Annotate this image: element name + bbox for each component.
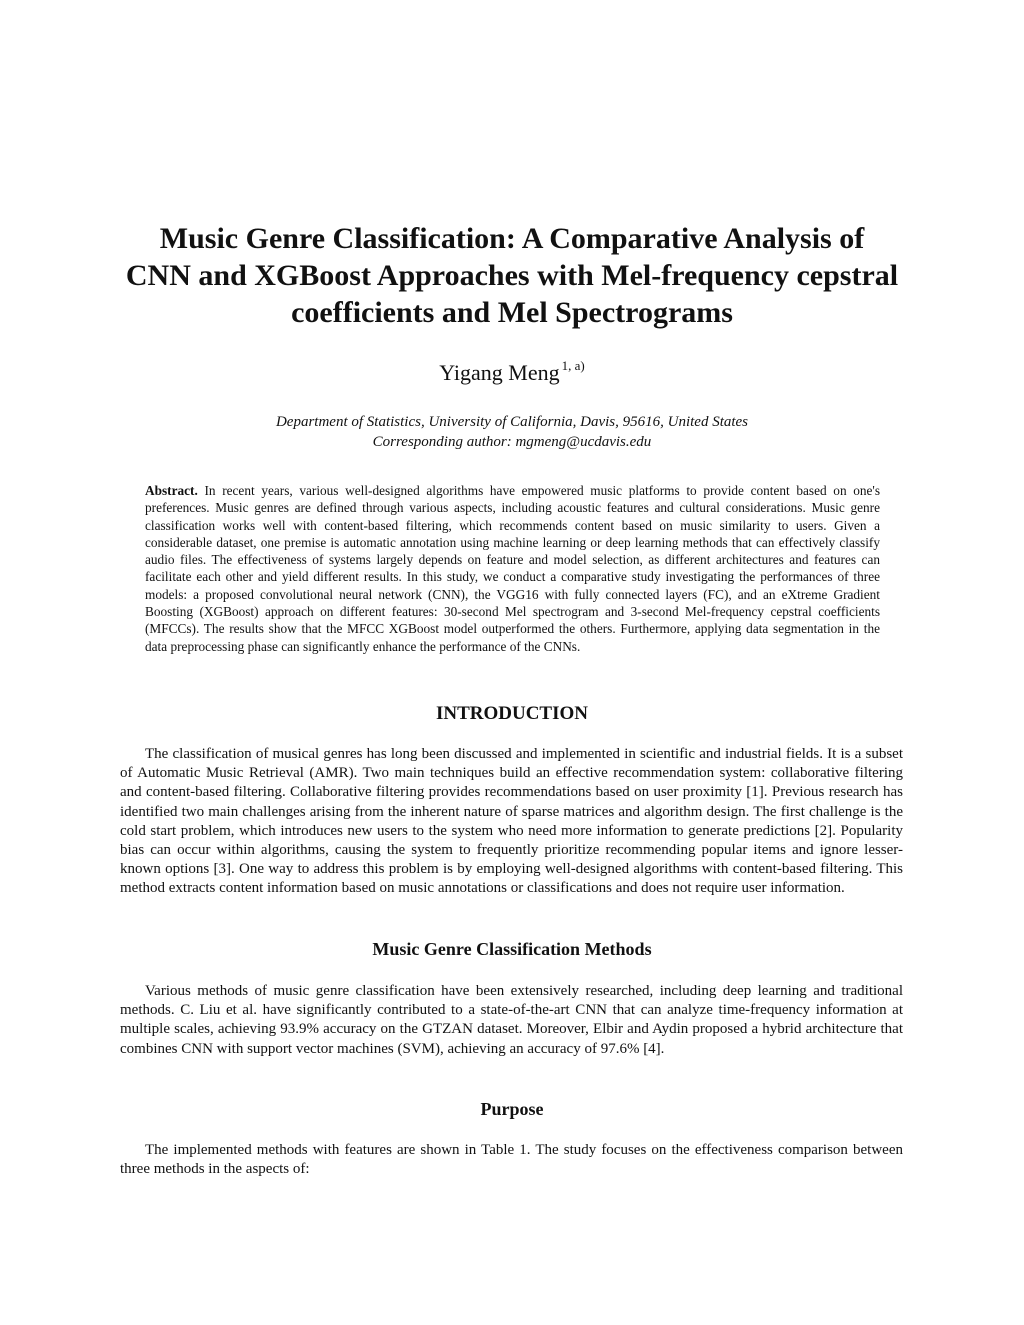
title-line: CNN and XGBoost Approaches with Mel-frequency cepstral	[125, 259, 899, 292]
abstract-text: In recent years, various well-designed algorithms have empowered music platforms to provide content based on one's preferences. Music genres are defined through various aspects, including acoustic features and cultural considerations. Music genre classification works well with content-based filtering, which recommends content based on music similarity to users. Given a considerable dataset, one premise is automatic annotation using machine learning or deep learning methods that can effectively classify audio files. The effectiveness of systems largely depends on feature and model selection, as different architectures and features can facilitate each other and yield different results. In this study, we conduct a comparative study investigating the performances of three models: a proposed convolutional neural network (CNN), the VGG16 with fully connected layers (FC), and an eXtreme Gradient Boosting (XGBoost) approach on different features: 30-second Mel spectrogram and 3-second Mel-frequency cepstral coefficients (MFCCs). The results show that the MFCC XGBoost model outperformed the others. Furthermore, applying data segmentation in the data preprocessing phase can significantly enhance the performance of the CNNs.	[145, 483, 881, 654]
affiliation: Department of Statistics, University of California, Davis, 95616, United States	[275, 414, 749, 430]
methods-paragraph: Various methods of music genre classification have been extensively researched, including deep learning and traditional methods. C. Liu et al. have significantly contributed to a state-of-the-art CNN that can analyze time-frequency information at multiple scales, achieving 93.9% accuracy on the GTZAN dataset. Moreover, Elbir and Aydin proposed a hybrid architecture that combines CNN with support vector machines (SVM), achieving an accuracy of 97.6% [4].	[120, 983, 903, 1057]
author-line	[100, 352, 924, 387]
title-line: Music Genre Classification: A Comparative Analysis of	[159, 222, 865, 255]
purpose-heading: Purpose	[480, 1099, 544, 1119]
paper-title	[100, 220, 924, 331]
abstract-label: Abstract.	[145, 483, 198, 498]
introduction-heading: INTRODUCTION	[435, 703, 589, 724]
purpose-paragraph: The implemented methods with features are shown in Table 1. The study focuses on the effectiveness comparison between three methods in the aspects of:	[120, 1142, 903, 1178]
abstract	[145, 482, 880, 655]
corresponding-author: Corresponding author: mgmeng@ucdavis.edu	[372, 434, 652, 450]
author-name: Yigang Meng	[439, 360, 560, 385]
introduction-paragraph: The classification of musical genres has long been discussed and implemented in scientific and industrial fields. It is a subset of Automatic Music Retrieval (AMR). Two main techniques build an effective recommendation system: collaborative filtering and content-based filtering. Collaborative filtering provides recommendations based on user proximity [1]. Previous research has identified two main challenges arising from the inherent nature of sparse matrices and algorithm design. The first challenge is the cold start problem, which introduces new users to the system who need more information to generate predictions [2]. Popularity bias can occur within algorithms, causing the system to frequently prioritize recommending popular items and ignore lesser-known options [3]. One way to address this problem is by employing well-designed algorithms with content-based filtering. This method extracts content information based on music annotations or classifications and does not require user information.	[120, 746, 903, 897]
title-line: coefficients and Mel Spectrograms	[291, 296, 733, 329]
methods-heading: Music Genre Classification Methods	[372, 939, 652, 959]
affiliation-block	[100, 412, 924, 452]
author-superscript: 1, a)	[561, 358, 585, 373]
